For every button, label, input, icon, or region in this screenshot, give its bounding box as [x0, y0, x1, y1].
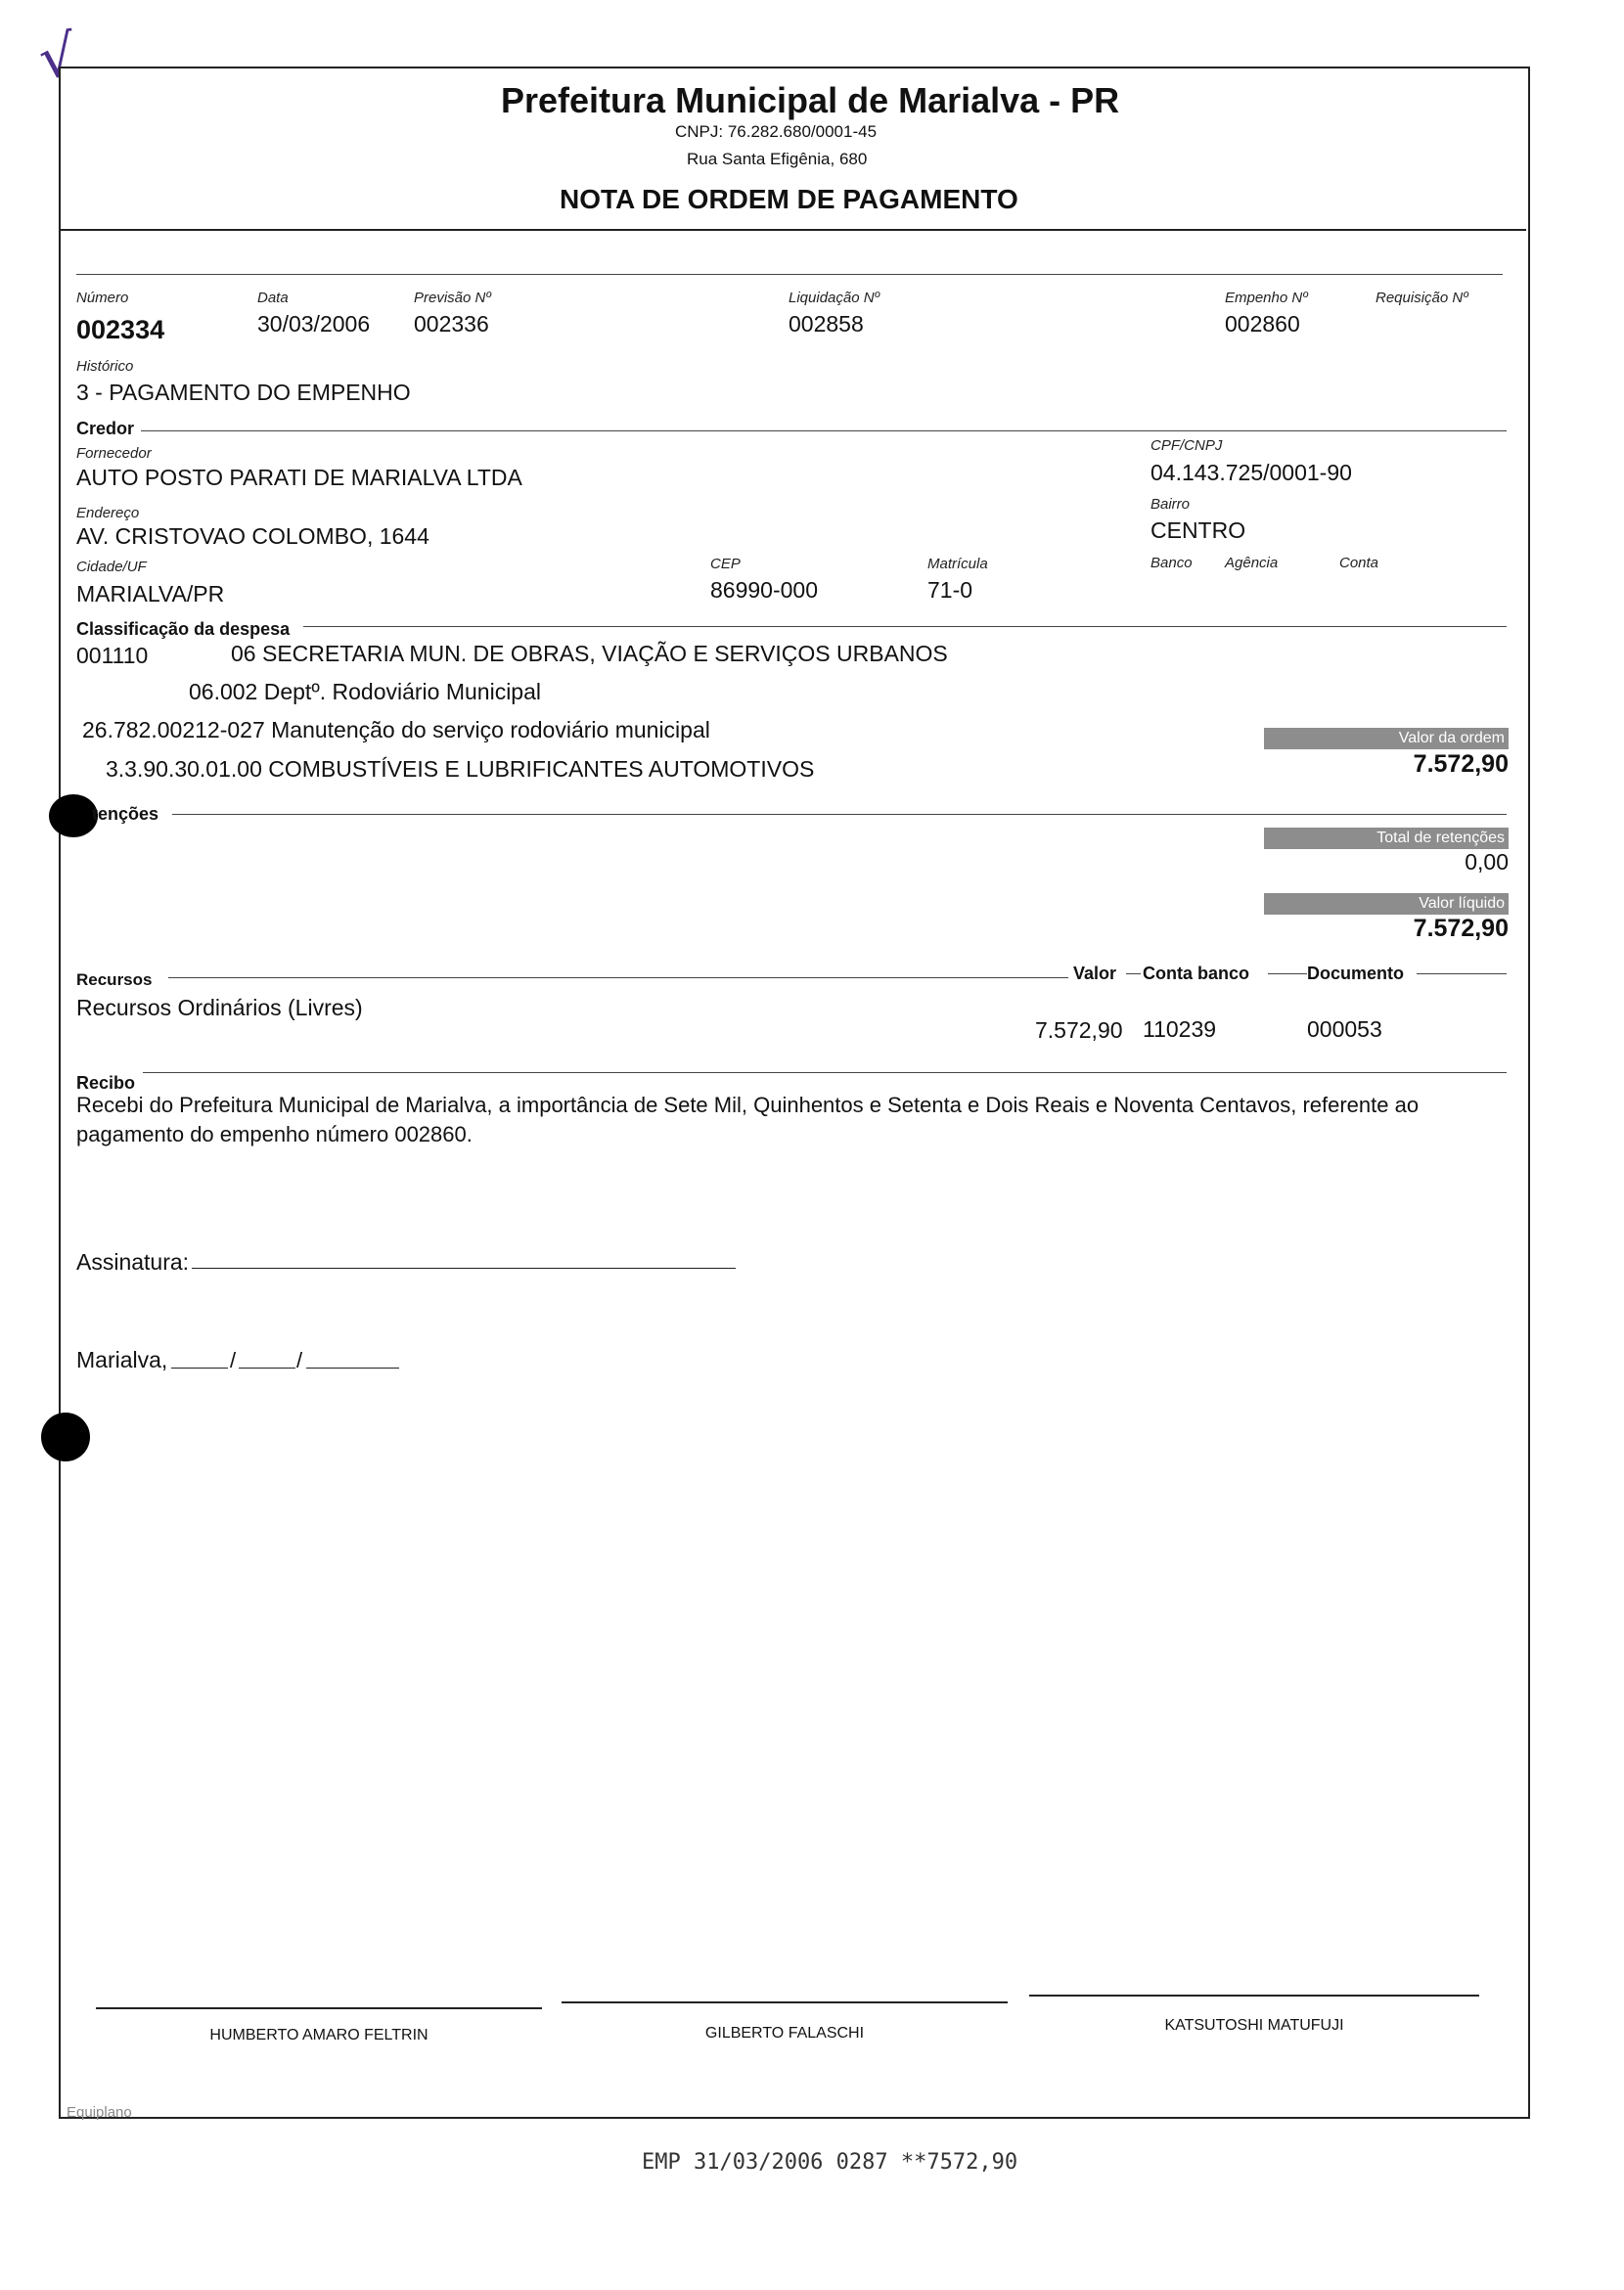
matricula-label: Matrícula [927, 556, 988, 572]
protocol-stamp: EMP 31/03/2006 0287 **7572,90 [642, 2150, 1018, 2175]
empenho-value: 002860 [1225, 311, 1300, 337]
data-label: Data [257, 290, 289, 306]
signature-name-3: KATSUTOSHI MATUFUJI [1164, 2017, 1344, 2034]
signature-line-1[interactable] [96, 2007, 542, 2009]
system-name: Equiplano [67, 2104, 132, 2121]
endereco-value: AV. CRISTOVAO COLOMBO, 1644 [76, 523, 429, 549]
historico-value: 3 - PAGAMENTO DO EMPENHO [76, 380, 411, 405]
retencoes-section-title: tenções [92, 804, 159, 824]
cpf-value: 04.143.725/0001-90 [1150, 460, 1352, 485]
header-divider [61, 229, 1526, 231]
cidade-value: MARIALVA/PR [76, 581, 225, 606]
retencoes-rule [172, 814, 1507, 815]
elemento-despesa: 3.3.90.30.01.00 COMBUSTÍVEIS E LUBRIFICANTES AUTOMOTIVOS [106, 756, 815, 782]
empenho-label: Empenho Nº [1225, 290, 1308, 306]
programa: 26.782.00212-027 Manutenção do serviço rodoviário municipal [82, 717, 710, 742]
recursos-valor: 7.572,90 [1035, 1017, 1123, 1043]
recursos-documento-header: Documento [1307, 964, 1404, 983]
conta-label: Conta [1339, 555, 1379, 571]
date-slash-2: / [296, 1348, 303, 1372]
endereco-label: Endereço [76, 505, 140, 521]
fields-rule [76, 274, 1503, 275]
fornecedor-value: AUTO POSTO PARATI DE MARIALVA LTDA [76, 465, 522, 490]
bairro-value: CENTRO [1150, 517, 1246, 543]
recursos-rule-4 [1417, 973, 1507, 974]
matricula-value: 71-0 [927, 577, 973, 603]
recibo-section-title: Recibo [76, 1073, 136, 1093]
secretaria: 06 SECRETARIA MUN. DE OBRAS, VIAÇÃO E SERVIÇOS URBANOS [231, 641, 948, 666]
punch-hole-mark [49, 794, 98, 837]
total-retencoes-value: 0,00 [1465, 849, 1509, 875]
valor-liquido-label: Valor líquido [1264, 893, 1509, 915]
header-address: Rua Santa Efigênia, 680 [687, 150, 868, 168]
assinatura-line[interactable] [192, 1268, 736, 1269]
document-title: NOTA DE ORDEM DE PAGAMENTO [560, 184, 1018, 214]
total-retencoes-label: Total de retenções [1264, 828, 1509, 849]
check-mark: √ [34, 21, 80, 93]
bairro-label: Bairro [1150, 496, 1191, 513]
departamento: 06.002 Deptº. Rodoviário Municipal [189, 679, 541, 704]
requisicao-label: Requisição Nº [1376, 290, 1468, 306]
cidade-label: Cidade/UF [76, 559, 147, 575]
liquidacao-value: 002858 [789, 311, 864, 337]
cep-value: 86990-000 [710, 577, 818, 603]
credor-section-title: Credor [76, 419, 135, 438]
fornecedor-label: Fornecedor [76, 445, 152, 462]
numero-label: Número [76, 290, 129, 306]
cep-label: CEP [710, 556, 741, 572]
recibo-rule [143, 1072, 1507, 1073]
recursos-conta-header: Conta banco [1143, 964, 1250, 983]
date-day-line[interactable] [171, 1368, 228, 1369]
valor-ordem-label: Valor da ordem [1264, 728, 1509, 749]
cpf-label: CPF/CNPJ [1150, 437, 1223, 454]
banco-label: Banco [1150, 555, 1193, 571]
classificacao-code: 001110 [76, 643, 149, 668]
recursos-descricao: Recursos Ordinários (Livres) [76, 995, 363, 1020]
classificacao-rule [303, 626, 1507, 627]
punch-hole [41, 1413, 90, 1461]
date-month-line[interactable] [239, 1368, 295, 1369]
classificacao-section-title: Classificação da despesa [76, 619, 291, 639]
assinatura-label: Assinatura: [76, 1249, 190, 1275]
numero-value: 002334 [76, 315, 165, 344]
recursos-rule [168, 977, 1068, 978]
valor-ordem-value: 7.572,90 [1413, 750, 1509, 778]
signature-line-3[interactable] [1029, 1995, 1479, 1997]
recibo-text-line-2: pagamento do empenho número 002860. [76, 1122, 473, 1146]
signature-line-2[interactable] [562, 2001, 1008, 2003]
signature-name-1: HUMBERTO AMARO FELTRIN [209, 2027, 429, 2043]
previsao-label: Previsão Nº [414, 290, 491, 306]
page-title: Prefeitura Municipal de Marialva - PR [501, 80, 1120, 120]
date-year-line[interactable] [306, 1368, 399, 1369]
date-slash-1: / [230, 1348, 237, 1372]
header-cnpj: CNPJ: 76.282.680/0001-45 [675, 122, 878, 141]
local-data-label: Marialva, [76, 1347, 168, 1372]
recibo-text-line-1: Recebi do Prefeitura Municipal de Marialva, a importância de Sete Mil, Quinhentos e Setenta e Dois Reais e Noventa Centavos, referente ao [76, 1093, 1420, 1117]
data-value: 30/03/2006 [257, 311, 371, 337]
signature-name-2: GILBERTO FALASCHI [704, 2025, 865, 2042]
agencia-label: Agência [1225, 555, 1279, 571]
historico-label: Histórico [76, 358, 134, 375]
recursos-documento: 000053 [1307, 1016, 1382, 1042]
credor-rule [141, 430, 1507, 431]
recursos-conta: 110239 [1143, 1016, 1217, 1042]
recursos-rule-2 [1126, 973, 1141, 974]
recursos-rule-3 [1268, 973, 1307, 974]
valor-liquido-value: 7.572,90 [1413, 915, 1509, 942]
liquidacao-label: Liquidação Nº [789, 290, 880, 306]
recursos-section-title: Recursos [76, 970, 153, 989]
recursos-valor-header: Valor [1073, 964, 1117, 983]
previsao-value: 002336 [414, 311, 489, 337]
